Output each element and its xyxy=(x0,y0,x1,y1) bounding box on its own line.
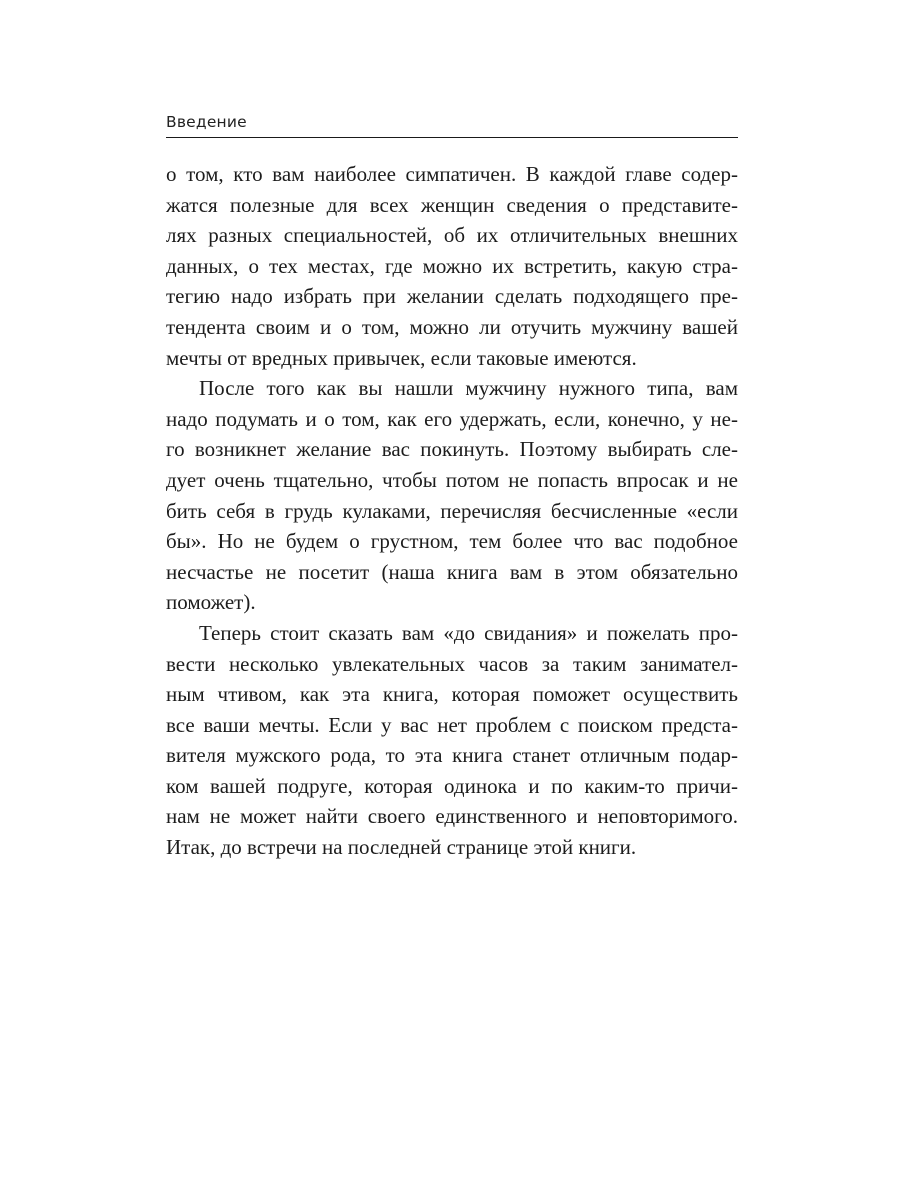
paragraph xyxy=(166,159,738,373)
text-line: вести несколько увлекательных часов за таким занимател- xyxy=(166,651,738,676)
text-line: поможет). xyxy=(166,590,256,615)
text-line: ным чтивом, как эта книга, которая поможет осуществить xyxy=(166,682,738,707)
paragraph xyxy=(166,373,738,618)
text-line: несчастье не посетит (наша книга вам в этом обязательно xyxy=(166,559,738,584)
text-line: данных, о тех местах, где можно их встретить, какую стра- xyxy=(166,253,738,278)
text-line: Теперь стоит сказать вам «до свидания» и пожелать про- xyxy=(199,620,738,645)
text-line: все ваши мечты. Если у вас нет проблем с поиском предста- xyxy=(166,712,738,737)
text-line: тегию надо избрать при желании сделать подходящего пре- xyxy=(166,284,738,309)
text-line: лях разных специальностей, об их отличительных внешних xyxy=(166,223,738,248)
text-line: надо подумать и о том, как его удержать, если, конечно, у не- xyxy=(166,406,738,431)
text-line: мечты от вредных привычек, если таковые имеются. xyxy=(166,345,637,370)
text-line: о том, кто вам наиболее симпатичен. В каждой главе содер- xyxy=(166,162,738,186)
text-line: жатся полезные для всех женщин сведения о представите- xyxy=(166,192,738,217)
text-line: вителя мужского рода, то эта книга станет отличным подар- xyxy=(166,743,738,768)
text-line: тендента своим и о том, можно ли отучить мужчину вашей xyxy=(166,314,738,339)
text-line: го возникнет желание вас покинуть. Поэтому выбирать сле- xyxy=(166,437,738,462)
text-line: нам не может найти своего единственного и неповторимого. xyxy=(166,804,738,829)
header-rule xyxy=(166,137,738,138)
text-line: После того как вы нашли мужчину нужного типа, вам xyxy=(199,376,738,401)
text-line: ком вашей подруге, которая одинока и по каким-то причи- xyxy=(166,773,738,798)
running-head-title: Введение xyxy=(166,113,247,131)
body-text xyxy=(166,159,738,863)
text-line: Итак, до встречи на последней странице этой книги. xyxy=(166,835,637,860)
paragraph xyxy=(166,618,738,863)
text-line: бы». Но не будем о грустном, тем более что вас подобное xyxy=(166,529,738,554)
text-line: дует очень тщательно, чтобы потом не попасть впросак и не xyxy=(166,467,738,492)
text-line: бить себя в грудь кулаками, перечисляя бесчисленные «если xyxy=(166,498,738,523)
